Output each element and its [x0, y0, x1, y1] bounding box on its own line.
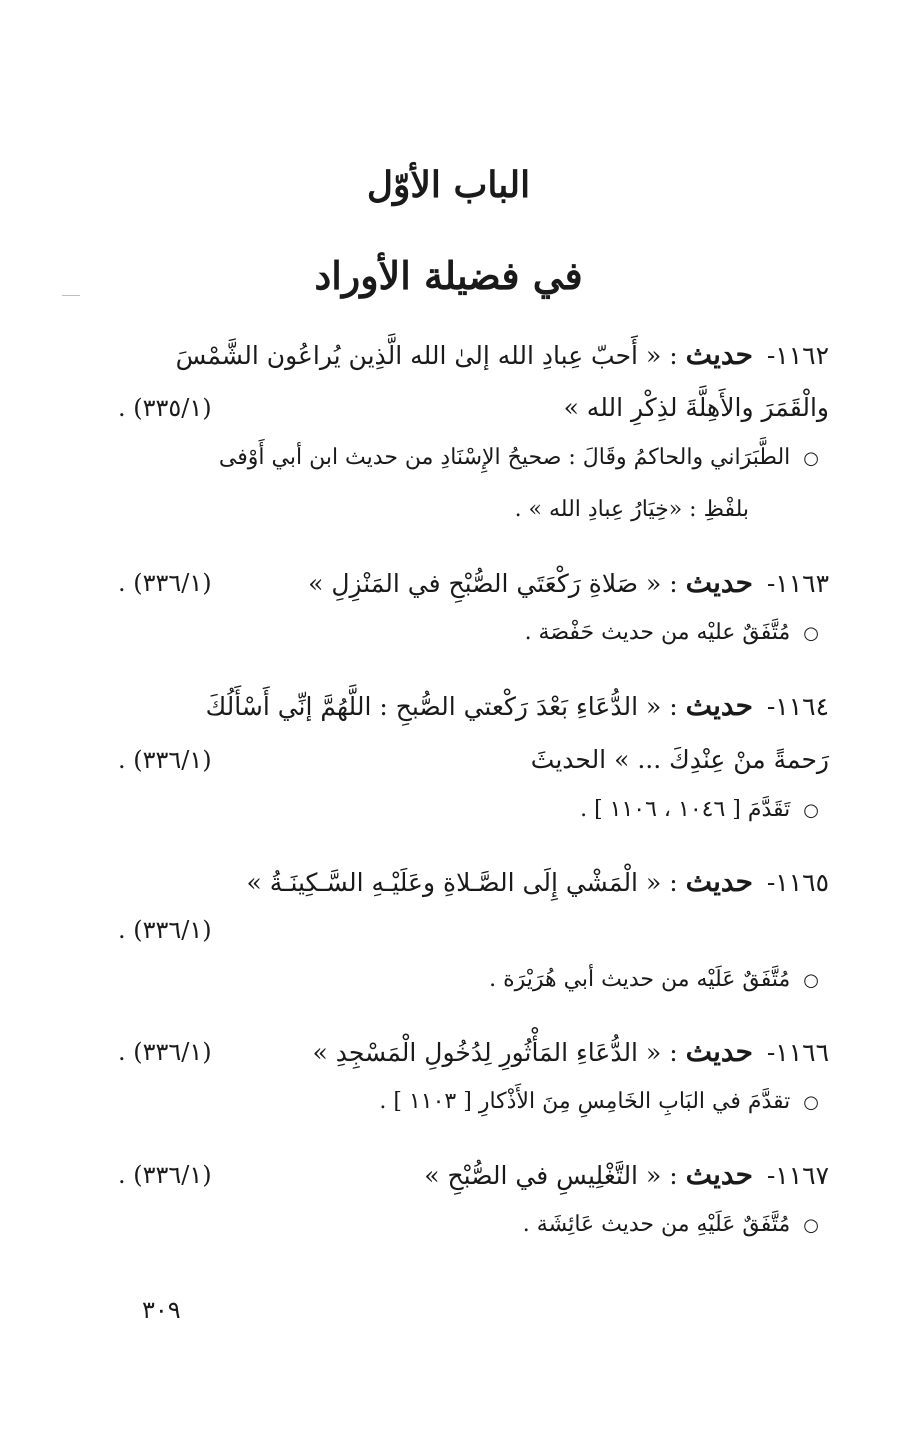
bullet-circle-icon: ○ [803, 970, 819, 991]
bullet-circle-icon: ○ [803, 448, 819, 469]
entry-number: ١١٦٣- [766, 569, 829, 598]
entry-1166-ref: (٣٣٦/١) . [118, 1038, 212, 1066]
entry-label: حديث [685, 689, 753, 722]
entry-label: حديث [685, 865, 753, 898]
bullet-circle-icon: ○ [803, 1215, 819, 1236]
entry-1167-ref: (٣٣٦/١) . [118, 1161, 212, 1189]
entry-1166-note [118, 1082, 819, 1122]
entry-1162-ref: (٣٣٥/١) . [118, 394, 212, 422]
entry-1164-line2 [260, 740, 829, 780]
entry-1163-line1 [230, 563, 829, 603]
entry-1165-ref: (٣٣٦/١) . [118, 916, 212, 944]
chapter-title: الباب الأوّل [366, 164, 531, 206]
note-text: الطَّبَرَاني والحاكمُ وقَالَ : صحيحُ الإِسْنَادِ من حديث ابن أبي أَوْفى [218, 445, 791, 470]
entry-text-cont: والْقَمَرَ والأَهِلَّةَ لذِكْرِ الله » [563, 393, 829, 422]
entry-text: : « الدُّعَاءِ بَعْدَ رَكْعتي الصُّبحِ : اللَّهُمَّ إنِّي أَسْأَلُكَ [205, 692, 678, 721]
entry-1164-note [118, 790, 819, 830]
entry-label: حديث [685, 1035, 753, 1068]
entry-1163-ref: (٣٣٦/١) . [118, 569, 212, 597]
entry-1164-ref: (٣٣٦/١) . [118, 746, 212, 774]
entry-1162-line2 [260, 388, 829, 428]
entry-text: : « صَلاةِ رَكْعَتَي الصُّبْحِ في المَنْزِلِ » [308, 569, 678, 598]
entry-1162-note [118, 438, 819, 478]
entry-number: ١١٦٦- [766, 1038, 829, 1067]
entry-text-cont: رَحمةً منْ عِنْدِكَ ... » الحديثَ [530, 745, 829, 774]
entry-label: حديث [685, 338, 753, 371]
entry-1166-line1 [260, 1032, 829, 1072]
entry-1165-note [118, 960, 819, 1000]
note-text: مُتَّفَقٌ عليْه من حديث حَفْصَة . [524, 620, 791, 645]
entry-1165-line1 [118, 862, 829, 902]
entry-text: : « الدُّعَاءِ المَأْثُورِ لِدُخُولِ الْمَسْجِدِ » [312, 1038, 678, 1067]
entry-1167-line1 [260, 1155, 829, 1195]
bullet-circle-icon: ○ [803, 800, 819, 821]
entry-1163-note [118, 613, 819, 653]
entry-text: : « الْمَشْي إِلَى الصَّـلاةِ وعَلَيْـهِ السَّـكِينَـةُ » [246, 868, 678, 897]
note-text: تَقَدَّمَ [ ١٠٤٦ ، ١١٠٦ ] . [580, 797, 791, 822]
entry-number: ١١٦٢- [766, 341, 829, 370]
entry-1162-note-cont: بلفْظِ : «خِيَارُ عِبادِ الله » . [514, 497, 749, 522]
entry-text: : « أَحبّ عِبادِ الله إلىٰ الله الَّذِين يُراعُون الشَّمْسَ [175, 341, 678, 370]
entry-number: ١١٦٤- [766, 692, 829, 721]
bullet-circle-icon: ○ [803, 1092, 819, 1113]
note-text: تقدَّمَ في البَابِ الخَامِسِ مِنَ الأَذْكارِ [ ١١٠٣ ] . [379, 1089, 791, 1114]
entry-number: ١١٦٥- [766, 868, 829, 897]
entry-label: حديث [685, 566, 753, 599]
entry-text: : « التَّغْلِيسِ في الصُّبْحِ » [424, 1161, 678, 1190]
section-title: في فضيلة الأوراد [314, 253, 583, 298]
entry-1162-line1 [118, 335, 829, 375]
entry-1167-note [118, 1205, 819, 1245]
note-text: مُتَّفَقٌ عَلَيْهِ من حديث عَائِشَة . [522, 1212, 791, 1237]
entry-number: ١١٦٧- [766, 1161, 829, 1190]
page-number: ٣٠٩ [142, 1296, 181, 1324]
note-text: مُتَّفَقٌ عَلَيْه من حديث أبي هُرَيْرَة . [489, 967, 791, 992]
entry-1164-line1 [118, 686, 829, 726]
entry-label: حديث [685, 1158, 753, 1191]
bullet-circle-icon: ○ [803, 623, 819, 644]
